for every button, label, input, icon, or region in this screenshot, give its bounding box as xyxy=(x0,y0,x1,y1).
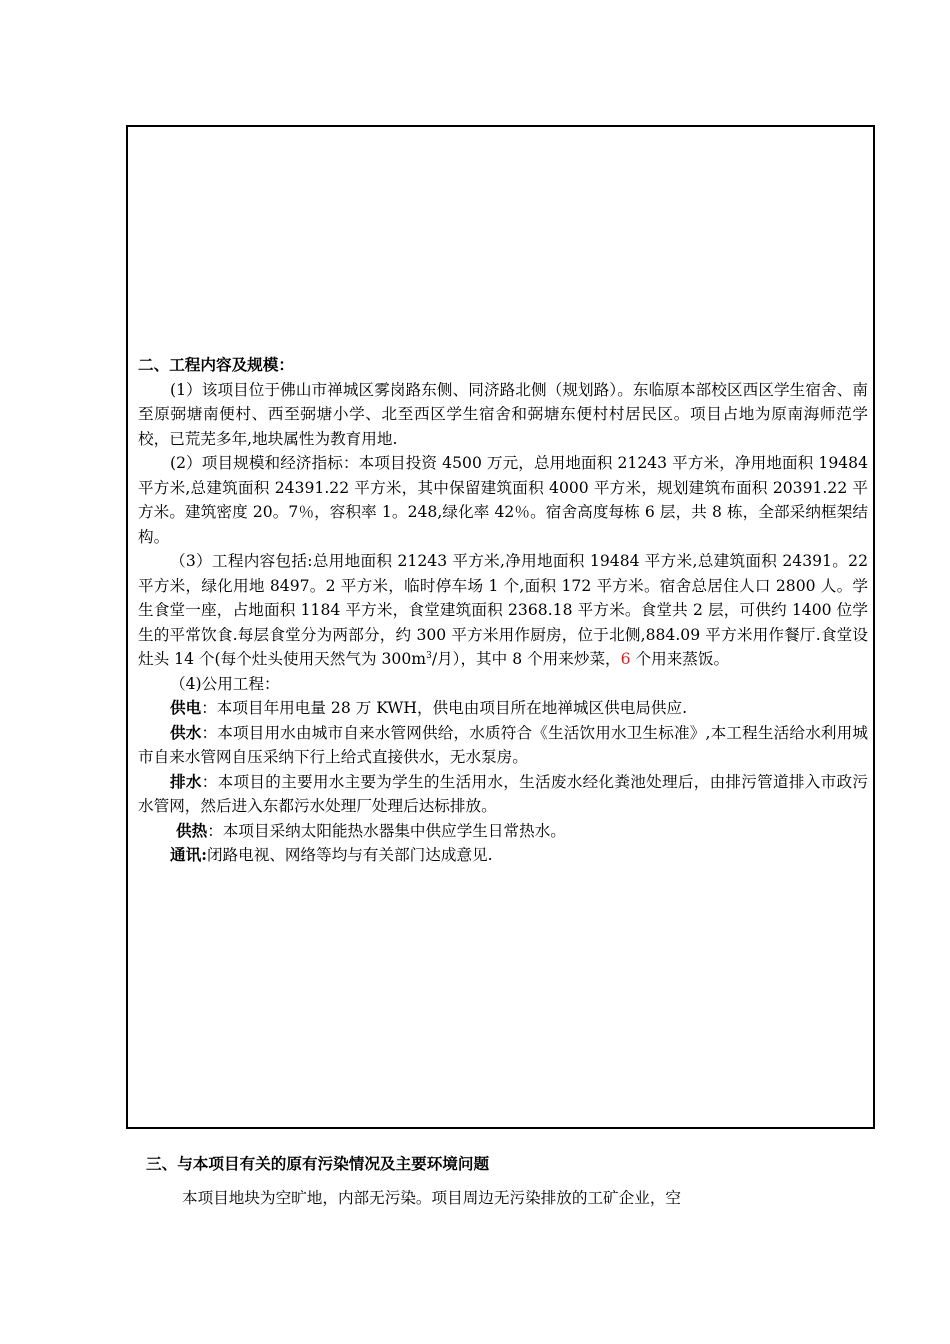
works-text: （3）工程内容包括:总用地面积 21243 平方米,净用地面积 19484 平方米,总建筑面积 24391。22 平方米，绿化用地 8497。2 平方米，临时停车场 1 个,面积 172 平方米。宿舍总居住人口 2800 人。学生食堂一座，占地面积 1184 平方米，食堂建筑面积 2368.18 平方米。食堂共 2 层，可供约 1400 位学生的平常饮食.每层食堂分为两部分，约 300 平方米用作厨房，位于北侧,884.09 平方米用作餐厅.食堂设灶头 14 个(每个灶头使用天然气为 300m xyxy=(138,552,868,668)
paragraph-heating xyxy=(138,819,868,844)
paragraph-drainage xyxy=(138,770,868,819)
paragraph-water xyxy=(138,721,868,770)
heating-text: ：本项目采纳太阳能热水器集中供应学生日常热水。 xyxy=(207,821,566,840)
works-text-mid: /月），其中 8 个用来炒菜， xyxy=(431,650,621,668)
drainage-label: 排水 xyxy=(170,771,202,791)
paragraph-communication xyxy=(138,843,868,868)
paragraph-scale-indicators: (2）项目规模和经济指标：本项目投资 4500 万元，总用地面积 21243 平方米，净用地面积 19484 平方米,总建筑面积 24391.22 平方米，其中保留建筑面积 4000 平方米，规划建筑布面积 20391.22 平方米。建筑密度 20。7％，容积率 1。248,绿化率 42％。宿舍高度每栋 6 层，共 8 栋，全部采纳框架结构。 xyxy=(138,454,868,546)
paragraph-works-content xyxy=(138,549,868,672)
water-label: 供水 xyxy=(170,722,202,742)
section-2-heading: 二、工程内容及规模： xyxy=(138,355,294,374)
content-table-frame xyxy=(126,125,875,1129)
section-3-heading: 三、与本项目有关的原有污染情况及主要环境问题 xyxy=(146,1154,490,1173)
communication-text: 闭路电视、网络等均与有关部门达成意见. xyxy=(206,846,493,864)
paragraph-power xyxy=(138,696,868,721)
works-text-end: 个用来蒸饭。 xyxy=(630,650,730,668)
power-label: 供电 xyxy=(170,698,202,717)
highlight-number: 6 xyxy=(620,650,631,668)
water-text: ：本项目用水由城市自来水管网供给，水质符合《生活饮用水卫生标准》,本工程生活给水利用城市自来水管网自压采纳下行上给式直接供水，无水泵房。 xyxy=(138,723,868,766)
power-text: ：本项目年用电量 28 万 KWH，供电由项目所在地禅城区供电局供应. xyxy=(201,699,688,717)
heating-label: 供热 xyxy=(176,820,208,840)
paragraph-public-works: （4)公用工程： xyxy=(170,674,280,693)
section-2-content xyxy=(138,353,868,868)
section-3-text: 本项目地块为空旷地，内部无污染。项目周边无污染排放的工矿企业，空 xyxy=(182,1189,682,1207)
communication-label: 通讯: xyxy=(170,845,207,864)
paragraph-location: (1）该项目位于佛山市禅城区雾岗路东侧、同济路北侧（规划路）。东临原本部校区西区学生宿舍、南至原弼塘南便村、西至弼塘小学、北至西区学生宿舍和弼塘东便村村居民区。项目占地为原南海师范学校，已荒芜多年,地块属性为教育用地. xyxy=(138,380,868,448)
drainage-text: ：本项目的主要用水主要为学生的生活用水，生活废水经化粪池处理后，由排污管道排入市政污水管网，然后进入东都污水处理厂处理后达标排放。 xyxy=(138,772,868,815)
superscript-cubic: 3 xyxy=(426,650,432,661)
